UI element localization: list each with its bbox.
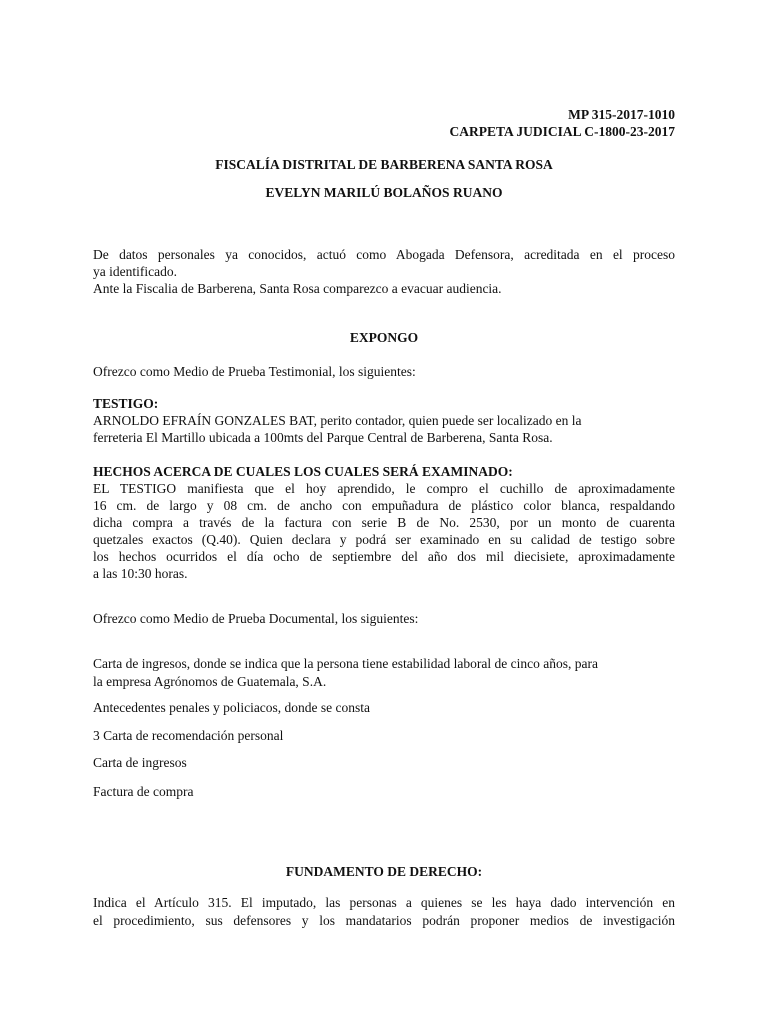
fundamento-line: Indica el Artículo 315. El imputado, las personas a quienes se les haya dado intervención en [93, 895, 675, 910]
defendant-name: EVELYN MARILÚ BOLAÑOS RUANO [265, 185, 503, 200]
hechos-line: EL TESTIGO manifiesta que el hoy aprendido, le compro el cuchillo de aproximadamente [93, 481, 675, 496]
intro-line: De datos personales ya conocidos, actuó como Abogada Defensora, acreditada en el proceso [93, 247, 675, 262]
hechos-heading: HECHOS ACERCA DE CUALES LOS CUALES SERÁ EXAMINADO: [93, 464, 513, 479]
hechos-line: los hechos ocurridos el día ocho de septiembre del año dos mil diecisiete, aproximadamente [93, 549, 675, 564]
documental-item-line: Carta de ingresos, donde se indica que la persona tiene estabilidad laboral de cinco años, para [93, 656, 598, 671]
intro-paragraph [93, 246, 675, 297]
hechos-line: a las 10:30 horas. [93, 566, 188, 581]
documental-item-line: la empresa Agrónomos de Guatemala, S.A. [93, 674, 327, 689]
hechos-line: quetzales exactos (Q.40). Quien declara y podrá ser examinado en su calidad de testigo sobre [93, 532, 675, 547]
documental-item: 3 Carta de recomendación personal [93, 728, 284, 743]
testigo-line: ferreteria El Martillo ubicada a 100mts del Parque Central de Barberena, Santa Rosa. [93, 430, 553, 445]
carpeta-judicial: CARPETA JUDICIAL C-1800-23-2017 [449, 124, 675, 139]
hechos-paragraph [93, 480, 675, 582]
documental-item [93, 655, 675, 691]
intro-line: ya identificado. [93, 264, 177, 279]
mp-number: MP 315-2017-1010 [568, 107, 675, 122]
testimonial-offer: Ofrezco como Medio de Prueba Testimonial, los siguientes: [93, 364, 416, 379]
documental-offer: Ofrezco como Medio de Prueba Documental, los siguientes: [93, 611, 419, 626]
documental-item: Carta de ingresos [93, 755, 187, 770]
expongo-heading: EXPONGO [349, 330, 419, 345]
hechos-line: dicha compra a través de la factura con serie B de No. 2530, por un monto de cuarenta [93, 515, 675, 530]
hechos-line: 16 cm. de largo y 08 cm. de ancho con empuñadura de plástico color blanca, respaldando [93, 498, 675, 513]
documental-item: Factura de compra [93, 784, 194, 799]
document-page [93, 0, 675, 1024]
fundamento-paragraph [93, 894, 675, 930]
fiscalia-title: FISCALÍA DISTRITAL DE BARBERENA SANTA ROSA [215, 157, 553, 172]
testigo-line: ARNOLDO EFRAÍN GONZALES BAT, perito contador, quien puede ser localizado en la [93, 413, 582, 428]
fundamento-line: el procedimiento, sus defensores y los mandatarios podrán proponer medios de investigación [93, 913, 675, 928]
testigo-paragraph [93, 412, 675, 446]
testigo-heading: TESTIGO: [93, 396, 159, 411]
documental-item: Antecedentes penales y policiacos, donde se consta [93, 700, 371, 715]
fundamento-heading: FUNDAMENTO DE DERECHO: [285, 864, 483, 879]
intro-line: Ante la Fiscalia de Barberena, Santa Rosa comparezco a evacuar audiencia. [93, 281, 502, 296]
